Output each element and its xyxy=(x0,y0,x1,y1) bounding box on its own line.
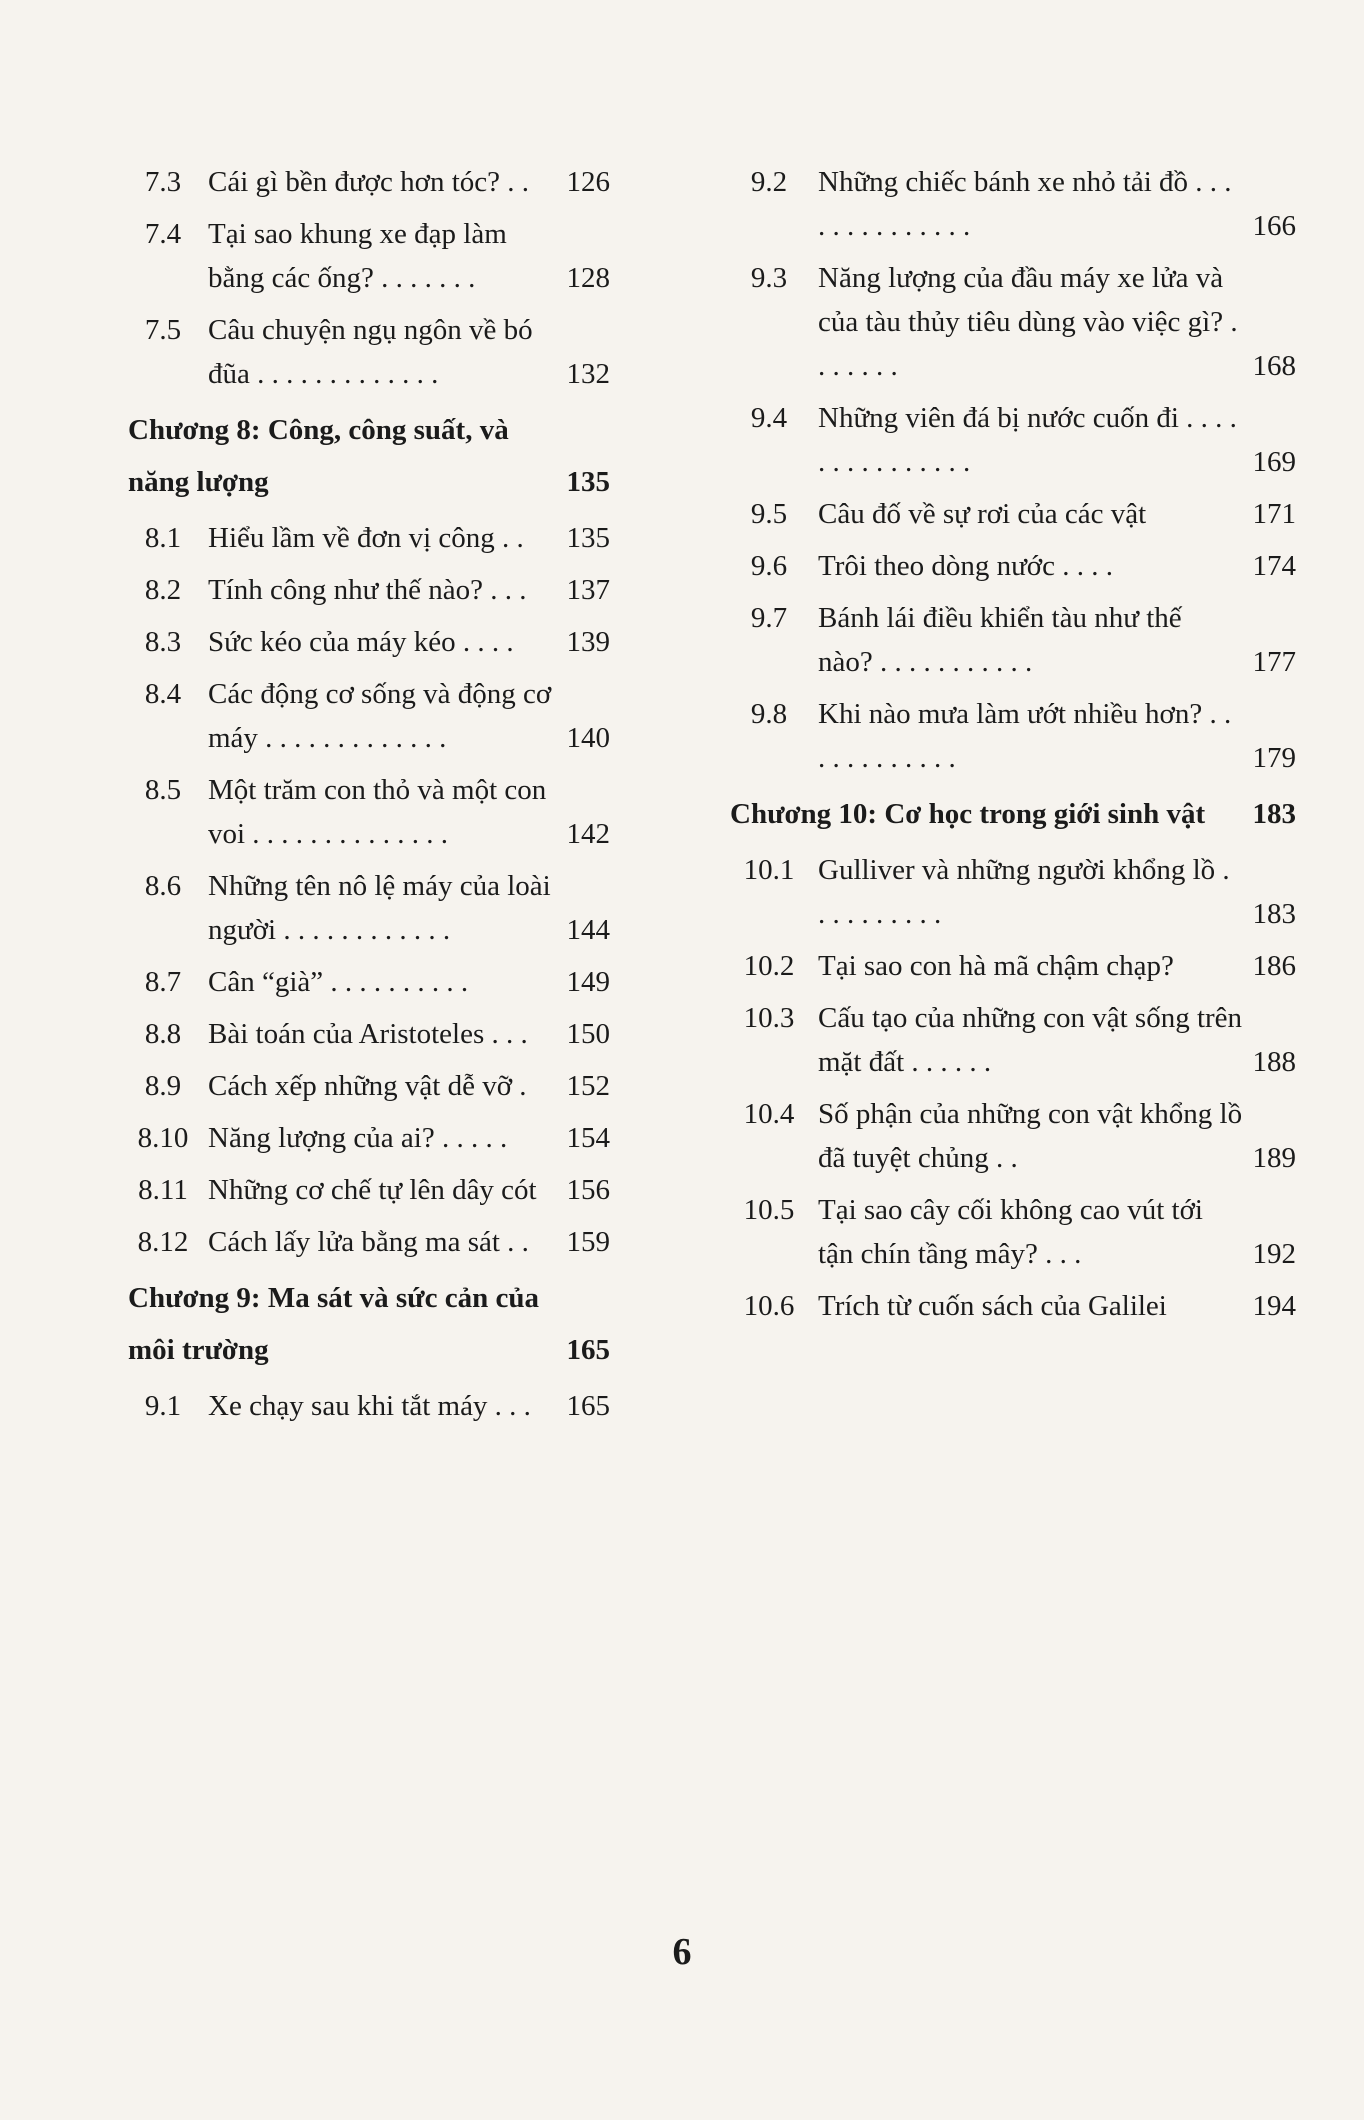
section-title: Tại sao con hà mã chậm chạp? xyxy=(818,950,1174,982)
toc-right-column xyxy=(730,160,1296,1336)
toc-entry xyxy=(128,160,610,204)
section-title: Cách xếp những vật dễ vỡ . xyxy=(208,1070,527,1102)
section-title: Xe chạy sau khi tắt máy . . . xyxy=(208,1390,531,1422)
chapter-title: Chương 8: Công, công suất, và năng lượng xyxy=(128,414,509,498)
section-page-number: 166 xyxy=(1252,210,1296,242)
section-number: 8.11 xyxy=(138,1174,188,1206)
section-page-number: 142 xyxy=(566,818,610,850)
section-title: Những viên đá bị nước cuốn đi . . . . . . . . . . . . . . . xyxy=(818,402,1237,478)
section-title: Các động cơ sống và động cơ máy . . . . . . . . . . . . . xyxy=(208,678,552,754)
section-page-number: 128 xyxy=(566,262,610,294)
section-number: 9.7 xyxy=(750,602,788,634)
section-title: Tính công như thế nào? . . . xyxy=(208,574,527,606)
section-number: 7.5 xyxy=(144,314,182,346)
section-page-number: 179 xyxy=(1252,742,1296,774)
toc-entry xyxy=(128,568,610,612)
section-number: 8.4 xyxy=(144,678,182,710)
toc-entry xyxy=(128,768,610,856)
section-title: Sức kéo của máy kéo . . . . xyxy=(208,626,514,658)
section-page-number: 183 xyxy=(1252,898,1296,930)
section-page-number: 140 xyxy=(566,722,610,754)
section-number: 10.1 xyxy=(743,854,795,886)
toc-entry xyxy=(128,1220,610,1264)
toc-entry xyxy=(730,544,1296,588)
section-number: 8.1 xyxy=(144,522,182,554)
section-number: 10.5 xyxy=(743,1194,795,1226)
toc-entry xyxy=(128,960,610,1004)
chapter-page-number: 165 xyxy=(566,1334,610,1366)
section-number: 8.12 xyxy=(137,1226,189,1258)
section-title: Trôi theo dòng nước . . . . xyxy=(818,550,1114,582)
toc-entry xyxy=(128,672,610,760)
toc-chapter-heading xyxy=(128,1272,610,1376)
section-number: 10.2 xyxy=(743,950,795,982)
toc-entry xyxy=(128,212,610,300)
toc-entry xyxy=(128,1384,610,1428)
section-page-number: 169 xyxy=(1252,446,1296,478)
section-title: Tại sao khung xe đạp làm bằng các ống? . . . . . . . xyxy=(208,218,507,294)
section-page-number: 177 xyxy=(1252,646,1296,678)
toc-entry xyxy=(128,516,610,560)
section-page-number: 139 xyxy=(566,626,610,658)
section-number: 8.6 xyxy=(144,870,182,902)
section-title: Những chiếc bánh xe nhỏ tải đồ . . . . . . . . . . . . . . xyxy=(818,166,1232,242)
toc-entry xyxy=(730,396,1296,484)
section-title: Câu đố về sự rơi của các vật xyxy=(818,498,1147,530)
chapter-title: Chương 9: Ma sát và sức cản của môi trường xyxy=(128,1282,539,1366)
toc-entry xyxy=(128,308,610,396)
section-title: Bánh lái điều khiển tàu như thế nào? . . . . . . . . . . . xyxy=(818,602,1182,678)
section-number: 8.3 xyxy=(144,626,182,658)
section-page-number: 171 xyxy=(1252,498,1296,530)
toc-entry xyxy=(128,1168,610,1212)
section-number: 8.9 xyxy=(144,1070,182,1102)
section-number: 9.6 xyxy=(750,550,788,582)
toc-entry xyxy=(128,620,610,664)
section-title: Cân “già” . . . . . . . . . . xyxy=(208,966,469,998)
section-number: 8.10 xyxy=(137,1122,189,1154)
section-title: Những cơ chế tự lên dây cót xyxy=(208,1174,537,1206)
toc-entry xyxy=(730,692,1296,780)
toc-left-column xyxy=(128,160,610,1436)
toc-entry xyxy=(730,1284,1296,1328)
section-page-number: 165 xyxy=(566,1390,610,1422)
section-title: Trích từ cuốn sách của Galilei xyxy=(818,1290,1167,1322)
section-number: 7.3 xyxy=(144,166,182,198)
toc-chapter-heading xyxy=(128,404,610,508)
section-page-number: 135 xyxy=(566,522,610,554)
section-number: 7.4 xyxy=(144,218,182,250)
toc-chapter-heading xyxy=(730,788,1296,840)
toc-entry xyxy=(128,1116,610,1160)
toc-entry xyxy=(730,256,1296,388)
section-number: 10.4 xyxy=(743,1098,795,1130)
chapter-page-number: 183 xyxy=(1252,798,1296,830)
section-number: 8.2 xyxy=(144,574,182,606)
section-page-number: 189 xyxy=(1252,1142,1296,1174)
section-number: 9.4 xyxy=(750,402,788,434)
section-title: Tại sao cây cối không cao vút tới tận chín tầng mây? . . . xyxy=(818,1194,1203,1270)
section-title: Cách lấy lửa bằng ma sát . . xyxy=(208,1226,529,1258)
section-page-number: 132 xyxy=(566,358,610,390)
toc-entry xyxy=(128,1012,610,1056)
section-page-number: 150 xyxy=(566,1018,610,1050)
section-title: Gulliver và những người khổng lồ . . . . . . . . . . xyxy=(818,854,1230,930)
section-number: 8.7 xyxy=(144,966,182,998)
chapter-page-number: 135 xyxy=(566,466,610,498)
section-page-number: 188 xyxy=(1252,1046,1296,1078)
section-page-number: 186 xyxy=(1252,950,1296,982)
section-title: Câu chuyện ngụ ngôn về bó đũa . . . . . . . . . . . . . xyxy=(208,314,533,390)
toc-entry xyxy=(730,996,1296,1084)
section-page-number: 154 xyxy=(566,1122,610,1154)
section-page-number: 194 xyxy=(1252,1290,1296,1322)
section-page-number: 168 xyxy=(1252,350,1296,382)
toc-entry xyxy=(730,1092,1296,1180)
section-page-number: 126 xyxy=(566,166,610,198)
section-number: 10.6 xyxy=(743,1290,795,1322)
section-title: Cấu tạo của những con vật sống trên mặt đất . . . . . . xyxy=(818,1002,1243,1078)
section-title: Bài toán của Aristoteles . . . xyxy=(208,1018,528,1050)
section-title: Những tên nô lệ máy của loài người . . . . . . . . . . . . xyxy=(208,870,551,946)
toc-entry xyxy=(730,944,1296,988)
section-title: Khi nào mưa làm ướt nhiều hơn? . . . . . . . . . . . . xyxy=(818,698,1232,774)
section-page-number: 174 xyxy=(1252,550,1296,582)
toc-entry xyxy=(730,160,1296,248)
toc-entry xyxy=(730,848,1296,936)
section-title: Cái gì bền được hơn tóc? . . xyxy=(208,166,530,198)
section-page-number: 159 xyxy=(566,1226,610,1258)
section-title: Năng lượng của ai? . . . . . xyxy=(208,1122,508,1154)
section-number: 9.2 xyxy=(750,166,788,198)
section-number: 9.3 xyxy=(750,262,788,294)
toc-entry xyxy=(128,1064,610,1108)
section-number: 10.3 xyxy=(743,1002,795,1034)
toc-entry xyxy=(730,1188,1296,1276)
section-page-number: 149 xyxy=(566,966,610,998)
page-number: 6 xyxy=(672,1931,692,1973)
section-title: Hiểu lầm về đơn vị công . . xyxy=(208,522,524,554)
section-page-number: 192 xyxy=(1252,1238,1296,1270)
section-number: 9.1 xyxy=(144,1390,182,1422)
section-number: 9.5 xyxy=(750,498,788,530)
section-title: Một trăm con thỏ và một con voi . . . . . . . . . . . . . . xyxy=(208,774,547,850)
section-page-number: 137 xyxy=(566,574,610,606)
section-page-number: 156 xyxy=(566,1174,610,1206)
toc-entry xyxy=(730,492,1296,536)
section-title: Số phận của những con vật khổng lồ đã tuyệt chủng . . xyxy=(818,1098,1243,1174)
chapter-title: Chương 10: Cơ học trong giới sinh vật xyxy=(730,798,1206,830)
toc-entry xyxy=(128,864,610,952)
section-title: Năng lượng của đầu máy xe lửa và của tàu thủy tiêu dùng vào việc gì? . . . . . . . xyxy=(818,262,1238,382)
section-number: 8.8 xyxy=(144,1018,182,1050)
toc-entry xyxy=(730,596,1296,684)
section-page-number: 144 xyxy=(566,914,610,946)
section-number: 8.5 xyxy=(144,774,182,806)
section-number: 9.8 xyxy=(750,698,788,730)
section-page-number: 152 xyxy=(566,1070,610,1102)
